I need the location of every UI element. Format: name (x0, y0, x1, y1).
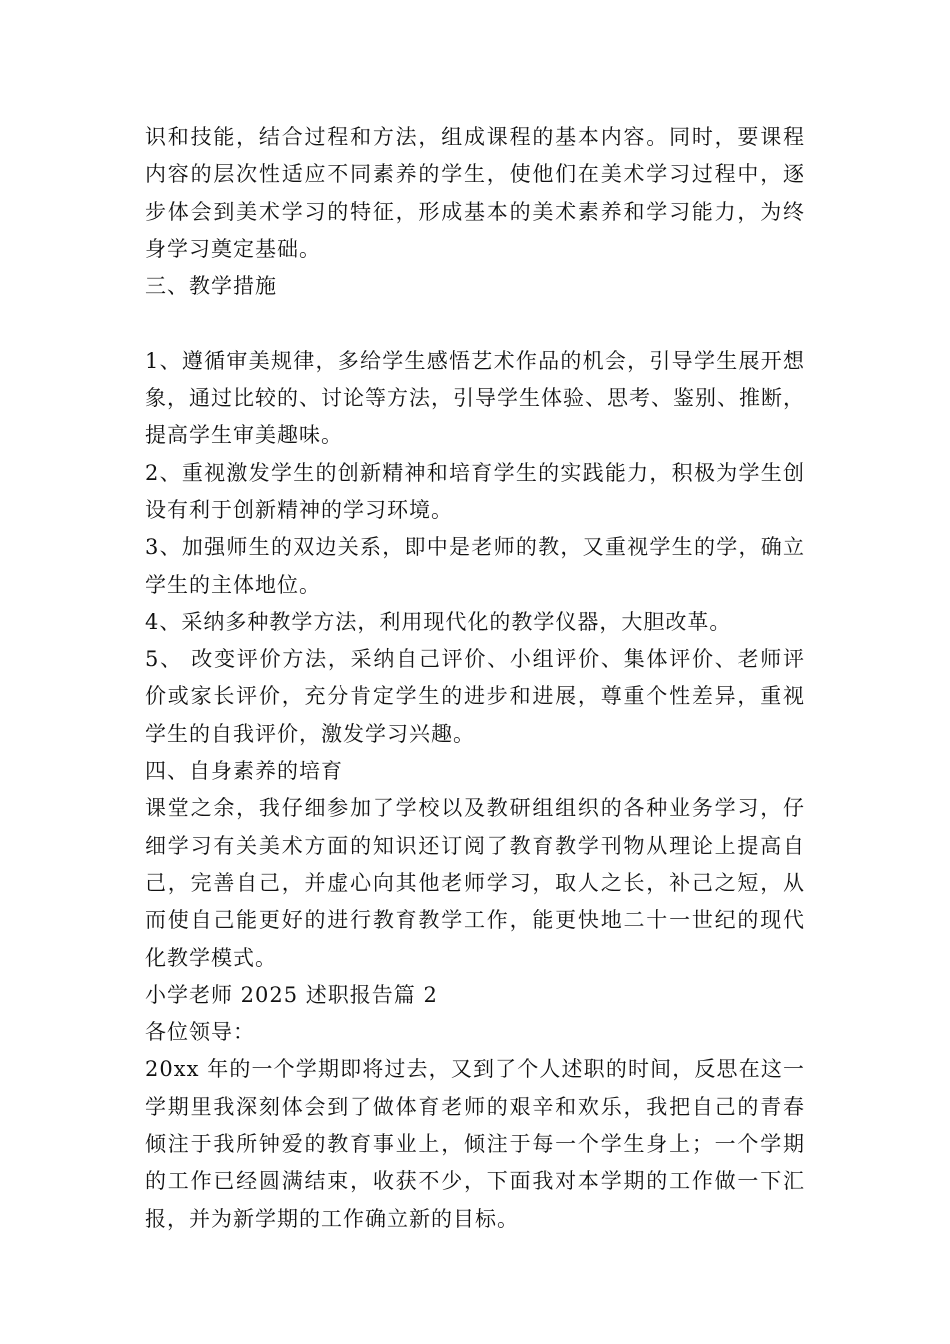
text-line: 己，完善自己，并虚心向其他老师学习，取人之长，补己之短，从 (145, 870, 805, 895)
text-line: 身学习奠定基础。 (145, 236, 321, 261)
text-line: 报，并为新学期的工作确立新的目标。 (145, 1206, 519, 1231)
text-line: 20xx 年的一个学期即将过去，又到了个人述职的时间，反思在这一 (145, 1057, 805, 1082)
text-line: 各位领导： (145, 1020, 255, 1045)
text-line: 3、加强师生的双边关系，即中是老师的教，又重视学生的学，确立 (145, 535, 805, 560)
text-line: 步体会到美术学习的特征，形成基本的美术素养和学习能力，为终 (145, 199, 805, 224)
text-line: 而使自己能更好的进行教育教学工作，能更快地二十一世纪的现代 (145, 908, 805, 933)
text-line: 学生的主体地位。 (145, 572, 321, 597)
text-line: 的工作已经圆满结束，收获不少，下面我对本学期的工作做一下汇 (145, 1169, 805, 1194)
text-line: 四、自身素养的培育 (145, 759, 343, 784)
text-line: 细学习有关美术方面的知识还订阅了教育教学刊物从理论上提高自 (145, 833, 805, 858)
text-line: 4、采纳多种教学方法，利用现代化的教学仪器，大胆改革。 (145, 609, 732, 634)
text-line: 象，通过比较的、讨论等方法，引导学生体验、思考、鉴别、推断， (145, 386, 805, 411)
text-line: 小学老师 2025 述职报告篇 2 (145, 982, 438, 1007)
text-line: 提高学生审美趣味。 (145, 423, 343, 448)
text-line: 学生的自我评价，激发学习兴趣。 (145, 721, 475, 746)
text-line: 1、遵循审美规律，多给学生感悟艺术作品的机会，引导学生展开想 (145, 348, 805, 373)
text-line: 课堂之余，我仔细参加了学校以及教研组组织的各种业务学习，仔 (145, 796, 805, 821)
text-line: 价或家长评价，充分肯定学生的进步和进展，尊重个性差异，重视 (145, 684, 805, 709)
text-line: 内容的层次性适应不同素养的学生，使他们在美术学习过程中，逐 (145, 162, 805, 187)
text-line: 5、 改变评价方法，采纳自己评价、小组评价、集体评价、老师评 (145, 647, 805, 672)
document-body (145, 119, 805, 1238)
text-line: 三、教学措施 (145, 274, 277, 299)
text-line: 化教学模式。 (145, 945, 277, 970)
text-line: 识和技能，结合过程和方法，组成课程的基本内容。同时，要课程 (145, 125, 805, 149)
text-line: 设有利于创新精神的学习环境。 (145, 497, 453, 522)
text-line: 学期里我深刻体会到了做体育老师的艰辛和欢乐，我把自己的青春 (145, 1094, 805, 1119)
blank-line (145, 305, 805, 342)
text-line: 2、重视激发学生的创新精神和培育学生的实践能力，积极为学生创 (145, 460, 805, 485)
text-line: 倾注于我所钟爱的教育事业上，倾注于每一个学生身上；一个学期 (145, 1132, 805, 1157)
